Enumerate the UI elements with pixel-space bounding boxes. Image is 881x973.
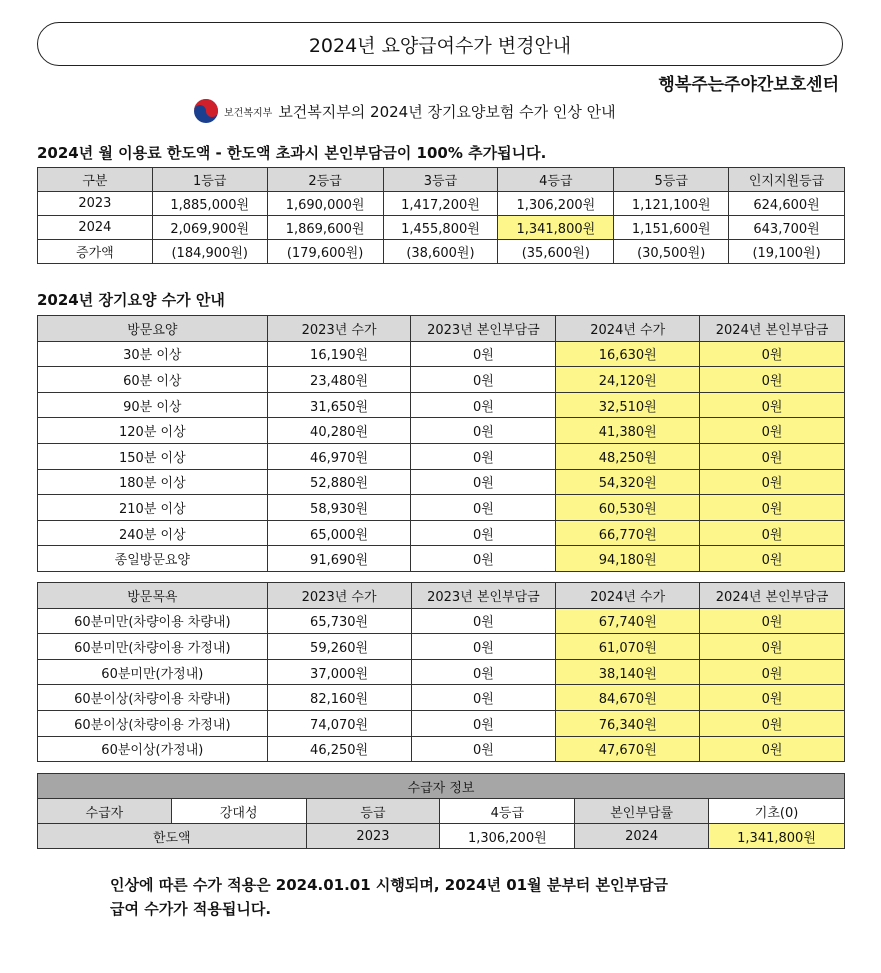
table-cell: 0원 <box>700 418 845 444</box>
table-cell: 150분 이상 <box>38 443 268 469</box>
table-cell: 60분미만(차량이용 차량내) <box>38 608 268 634</box>
table-cell: 47,670원 <box>556 736 700 762</box>
table-cell: 0원 <box>700 546 845 572</box>
header-cell: 수급자 <box>38 799 172 824</box>
table-cell: 1,417,200원 <box>383 192 498 216</box>
table-cell: 0원 <box>411 367 556 393</box>
highlighted-cell: 1,341,800원 <box>498 216 614 240</box>
header-cell: 방문목욕 <box>38 583 268 609</box>
table-cell: 90분 이상 <box>38 392 268 418</box>
header-cell: 2023 <box>306 824 440 849</box>
table-cell: 60분이상(가정내) <box>38 736 268 762</box>
table-cell: 37,000원 <box>267 659 411 685</box>
table-cell: 0원 <box>700 710 845 736</box>
table-cell: 210분 이상 <box>38 495 268 521</box>
table-cell: 0원 <box>700 736 845 762</box>
table-row <box>38 659 845 685</box>
table-header-row <box>38 168 845 192</box>
header-cell: 2024년 수가 <box>556 316 700 342</box>
table-cell: 60,530원 <box>556 495 700 521</box>
table-row <box>38 634 845 660</box>
table-row <box>38 736 845 762</box>
table-cell: 84,670원 <box>556 685 700 711</box>
table-cell: 0원 <box>411 418 556 444</box>
footer-note <box>110 873 668 921</box>
header-cell: 2024년 본인부담금 <box>700 316 845 342</box>
table-cell: 0원 <box>411 736 556 762</box>
table-cell: 0원 <box>700 634 845 660</box>
table-row <box>38 240 845 264</box>
table-cell: 240분 이상 <box>38 520 268 546</box>
header-cell: 인지지원등급 <box>729 168 845 192</box>
table-cell: 증가액 <box>38 240 153 264</box>
table-cell: 60분이상(차량이용 가정내) <box>38 710 268 736</box>
table-cell: 65,730원 <box>267 608 411 634</box>
table-cell: 0원 <box>700 685 845 711</box>
table-cell: 0원 <box>700 443 845 469</box>
table-cell: 4등급 <box>440 799 575 824</box>
table-row <box>38 392 845 418</box>
table-cell: 31,650원 <box>267 392 411 418</box>
table-cell: 38,140원 <box>556 659 700 685</box>
ministry-notice <box>193 98 616 124</box>
table-cell: 60분 이상 <box>38 367 268 393</box>
table-row <box>38 495 845 521</box>
ministry-notice-text: 보건복지부의 2024년 장기요양보험 수가 인상 안내 <box>278 102 616 121</box>
table-cell: 0원 <box>411 608 556 634</box>
table-cell: 54,320원 <box>556 469 700 495</box>
header-cell: 2024년 본인부담금 <box>700 583 845 609</box>
header-cell: 2023년 수가 <box>267 583 411 609</box>
table-cell: 16,630원 <box>556 341 700 367</box>
table-cell: 1,690,000원 <box>267 192 383 216</box>
table-cell: 0원 <box>411 546 556 572</box>
table-cell: 60분미만(차량이용 가정내) <box>38 634 268 660</box>
header-cell: 1등급 <box>152 168 267 192</box>
ministry-logo-text: 보건복지부 <box>224 107 273 119</box>
table-cell: 1,885,000원 <box>152 192 267 216</box>
table-row <box>38 418 845 444</box>
table-cell: 65,000원 <box>267 520 411 546</box>
table-cell: 0원 <box>411 520 556 546</box>
header-cell: 등급 <box>306 799 440 824</box>
header-cell: 2023년 본인부담금 <box>411 316 556 342</box>
table-cell: (19,100원) <box>729 240 845 264</box>
table-cell: (184,900원) <box>152 240 267 264</box>
taegeuk-logo-icon <box>193 98 219 124</box>
table-cell: 0원 <box>411 495 556 521</box>
table-cell: 0원 <box>700 469 845 495</box>
table-cell: 24,120원 <box>556 367 700 393</box>
table-row <box>38 443 845 469</box>
table-cell: 59,260원 <box>267 634 411 660</box>
table-row <box>38 367 845 393</box>
highlighted-cell: 1,341,800원 <box>709 824 845 849</box>
header-cell: 2023년 본인부담금 <box>411 583 556 609</box>
table-cell: 61,070원 <box>556 634 700 660</box>
table-row <box>38 824 845 849</box>
table-cell: (179,600원) <box>267 240 383 264</box>
table-cell: 180분 이상 <box>38 469 268 495</box>
table-cell: 0원 <box>700 608 845 634</box>
table-cell: 74,070원 <box>267 710 411 736</box>
organization-name: 행복주는주야간보호센터 <box>658 75 839 95</box>
header-cell: 5등급 <box>614 168 729 192</box>
page-title: 2024년 요양급여수가 변경안내 <box>308 34 572 57</box>
table-cell: 46,970원 <box>267 443 411 469</box>
header-cell: 2등급 <box>267 168 383 192</box>
table-cell: 2,069,900원 <box>152 216 267 240</box>
recipient-info-table <box>37 773 845 849</box>
table-cell: 67,740원 <box>556 608 700 634</box>
table-cell: 52,880원 <box>267 469 411 495</box>
table-cell: 0원 <box>411 710 556 736</box>
table-header-row <box>38 316 845 342</box>
bathing-fee-table <box>37 582 845 762</box>
header-cell: 구분 <box>38 168 153 192</box>
footer-line-1: 인상에 따른 수가 적용은 2024.01.01 시행되며, 2024년 01월 분부터 본인부담금 <box>110 876 668 894</box>
table-cell: 강대성 <box>171 799 306 824</box>
table-cell: 1,121,100원 <box>614 192 729 216</box>
table-cell: 60분미만(가정내) <box>38 659 268 685</box>
table-cell: 0원 <box>700 392 845 418</box>
table-row <box>38 341 845 367</box>
table-cell: 0원 <box>411 341 556 367</box>
table-cell: 94,180원 <box>556 546 700 572</box>
table-cell: 0원 <box>411 685 556 711</box>
table-row <box>38 546 845 572</box>
table-cell: 82,160원 <box>267 685 411 711</box>
table-title-row <box>38 774 845 799</box>
table-cell: (38,600원) <box>383 240 498 264</box>
header-cell: 4등급 <box>498 168 614 192</box>
table-row <box>38 799 845 824</box>
table-cell: 41,380원 <box>556 418 700 444</box>
header-cell: 2023년 수가 <box>267 316 411 342</box>
table-row <box>38 608 845 634</box>
header-cell: 3등급 <box>383 168 498 192</box>
table-row <box>38 192 845 216</box>
table-cell: 1,306,200원 <box>440 824 575 849</box>
table-row <box>38 216 845 240</box>
table-cell: 종일방문요양 <box>38 546 268 572</box>
header-cell: 방문요양 <box>38 316 268 342</box>
table-cell: 0원 <box>700 495 845 521</box>
home-care-fee-table <box>37 315 845 572</box>
table-cell: 0원 <box>411 469 556 495</box>
table-cell: 66,770원 <box>556 520 700 546</box>
table-cell: 16,190원 <box>267 341 411 367</box>
table-header-row <box>38 583 845 609</box>
table-row <box>38 520 845 546</box>
header-cell: 한도액 <box>38 824 307 849</box>
table-cell: 40,280원 <box>267 418 411 444</box>
table-cell: 0원 <box>411 392 556 418</box>
table-cell: 120분 이상 <box>38 418 268 444</box>
table-cell: 58,930원 <box>267 495 411 521</box>
table-cell: 60분이상(차량이용 차량내) <box>38 685 268 711</box>
table-cell: 23,480원 <box>267 367 411 393</box>
footer-line-2: 급여 수가가 적용됩니다. <box>110 900 272 918</box>
table-cell: 46,250원 <box>267 736 411 762</box>
table-cell: 0원 <box>411 443 556 469</box>
table-row <box>38 469 845 495</box>
table-cell: 1,306,200원 <box>498 192 614 216</box>
header-cell: 2024 <box>575 824 709 849</box>
table-cell: 91,690원 <box>267 546 411 572</box>
table-cell: 1,869,600원 <box>267 216 383 240</box>
table-cell: 76,340원 <box>556 710 700 736</box>
table-cell: 48,250원 <box>556 443 700 469</box>
table-cell: 32,510원 <box>556 392 700 418</box>
table-cell: (35,600원) <box>498 240 614 264</box>
table-cell: 0원 <box>411 659 556 685</box>
table-cell: 0원 <box>700 520 845 546</box>
table-cell: 0원 <box>700 659 845 685</box>
page-title-box <box>37 22 843 66</box>
monthly-limit-table <box>37 167 845 264</box>
table-cell: 0원 <box>700 367 845 393</box>
table-cell: 30분 이상 <box>38 341 268 367</box>
header-cell: 본인부담률 <box>575 799 709 824</box>
table-cell: 0원 <box>700 341 845 367</box>
table-cell: 0원 <box>411 634 556 660</box>
section2-heading: 2024년 장기요양 수가 안내 <box>37 291 225 309</box>
table-cell: 1,151,600원 <box>614 216 729 240</box>
header-cell: 2024년 수가 <box>556 583 700 609</box>
section1-heading: 2024년 월 이용료 한도액 - 한도액 초과시 본인부담금이 100% 추가됩니다. <box>37 144 547 162</box>
table-row <box>38 685 845 711</box>
table-row <box>38 710 845 736</box>
table-cell: 2024 <box>38 216 153 240</box>
table-cell: (30,500원) <box>614 240 729 264</box>
table-cell: 643,700원 <box>729 216 845 240</box>
recipient-info-title: 수급자 정보 <box>38 774 845 799</box>
table-cell: 기초(0) <box>709 799 845 824</box>
table-cell: 624,600원 <box>729 192 845 216</box>
table-cell: 1,455,800원 <box>383 216 498 240</box>
table-cell: 2023 <box>38 192 153 216</box>
